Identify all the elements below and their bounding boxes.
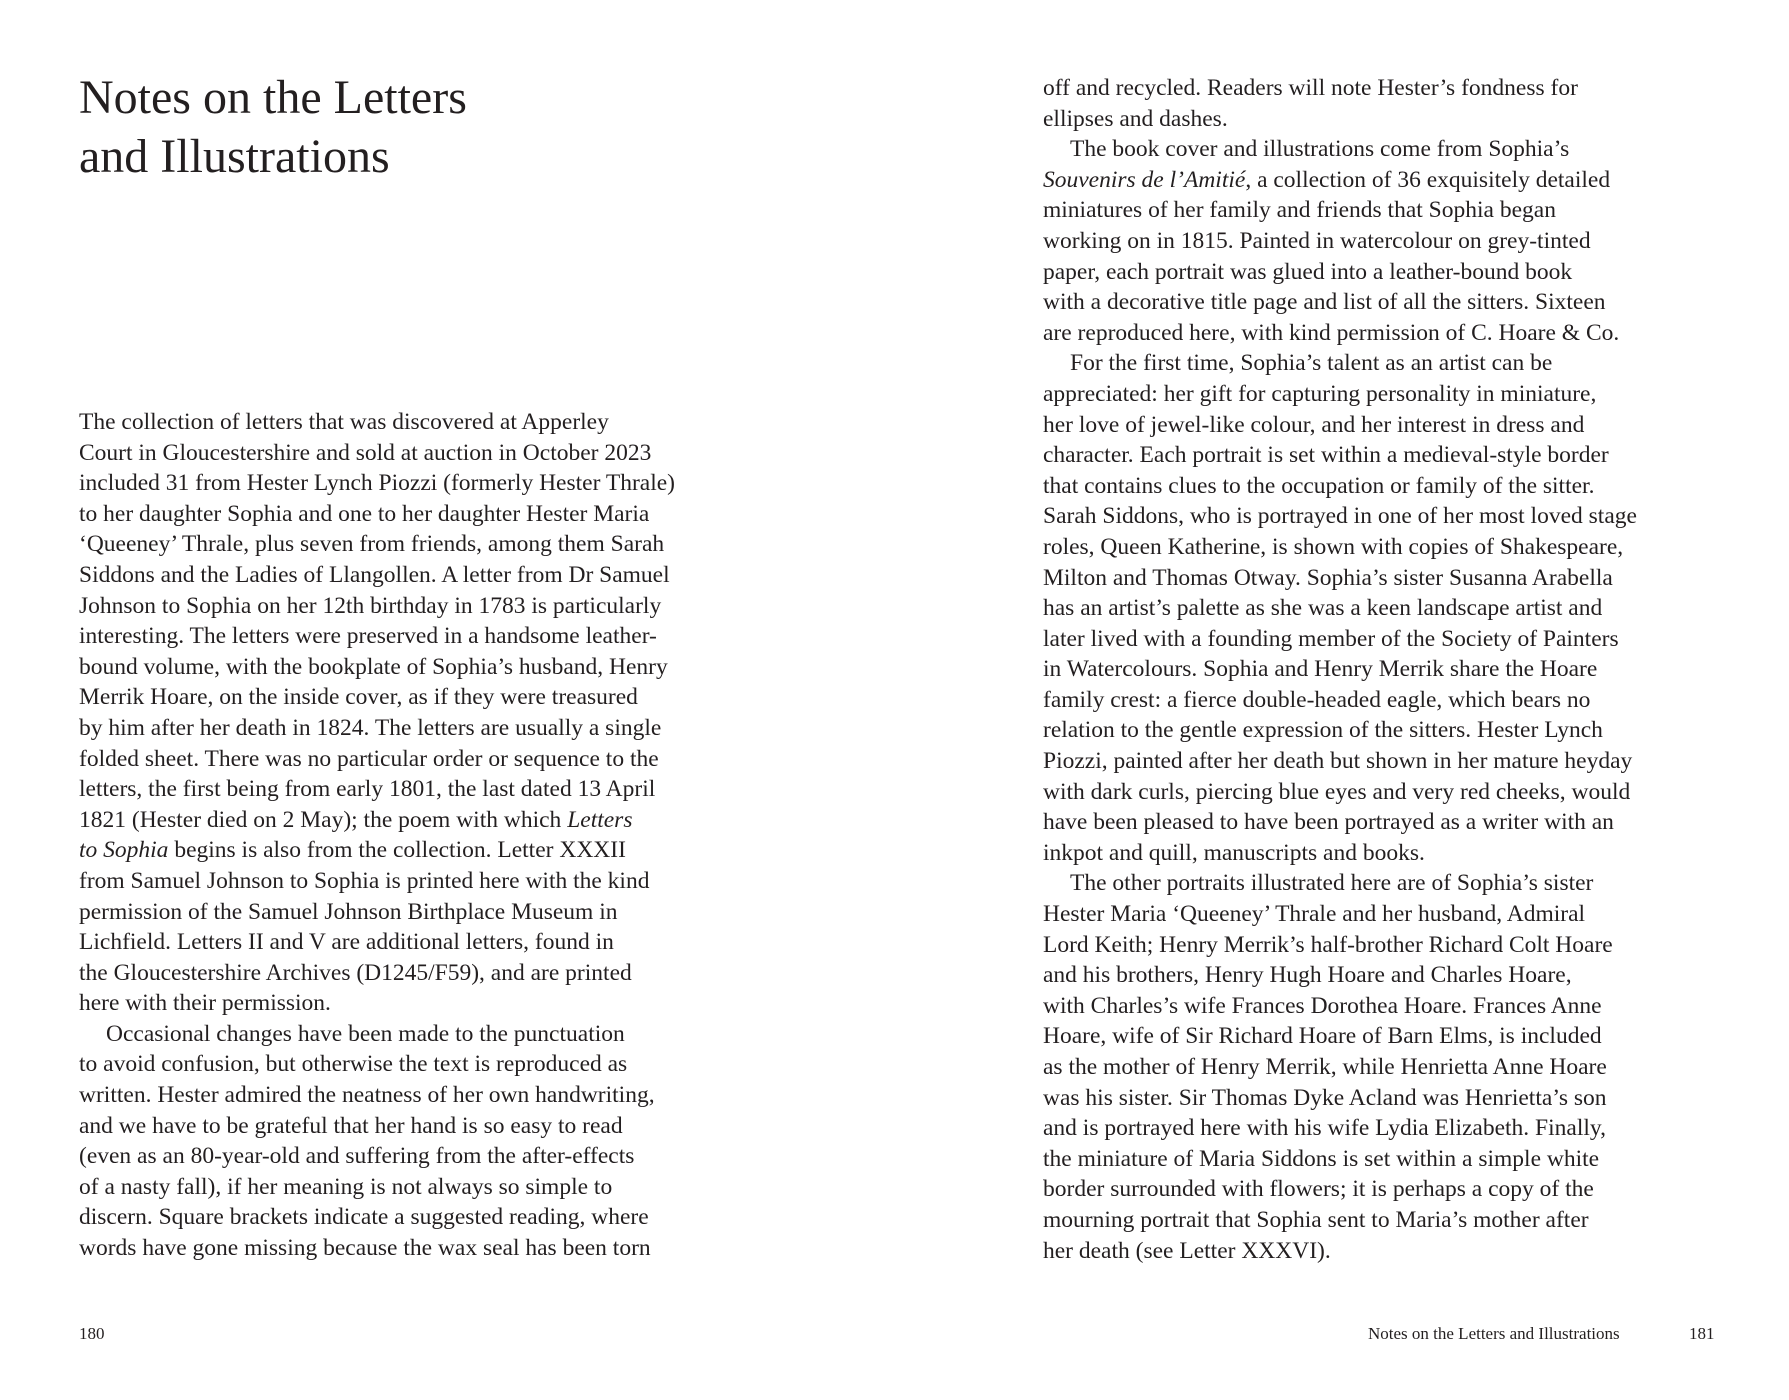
italic-title-text: Letters — [567, 806, 633, 833]
text-segment: has an artist’s palette as she was a keen landscape artist and — [1043, 595, 1603, 622]
text-segment: 1821 (Hester died on 2 May); the poem with which — [79, 806, 568, 833]
text-line — [1043, 104, 1763, 135]
text-segment: her love of jewel-like colour, and her interest in dress and — [1043, 411, 1585, 438]
chapter-title — [79, 68, 779, 186]
text-segment: inkpot and quill, manuscripts and books. — [1043, 839, 1425, 866]
text-segment: as the mother of Henry Merrik, while Henrietta Anne Hoare — [1043, 1054, 1607, 1080]
text-segment: ellipses and dashes. — [1043, 105, 1228, 132]
text-line — [1043, 134, 1763, 165]
text-segment: with Charles’s wife Frances Dorothea Hoare. Frances Anne — [1043, 992, 1602, 1019]
text-segment: here with their permission. — [79, 990, 331, 1017]
text-line — [1043, 287, 1763, 318]
text-segment: family crest: a fierce double-headed eagle, which bears no — [1043, 686, 1591, 713]
text-line — [1043, 195, 1763, 226]
text-segment: later lived with a founding member of the Society of Painters — [1043, 625, 1619, 652]
text-line — [1043, 73, 1763, 104]
text-line — [79, 407, 779, 438]
text-line — [79, 835, 779, 866]
text-segment: (even as an 80-year-old and suffering from the after-effects — [79, 1143, 635, 1170]
text-segment: and is portrayed here with his wife Lydia Elizabeth. Finally, — [1043, 1115, 1606, 1142]
text-line — [1043, 930, 1763, 961]
text-line — [1043, 1083, 1763, 1114]
text-line — [79, 1049, 779, 1080]
text-line — [1043, 1113, 1763, 1144]
text-line — [79, 468, 779, 499]
text-segment: bound volume, with the bookplate of Sophia’s husband, Henry — [79, 653, 668, 680]
text-segment: Occasional changes have been made to the punctuation — [106, 1020, 625, 1047]
text-segment: folded sheet. There was no particular order or sequence to the — [79, 745, 659, 772]
text-segment: permission of the Samuel Johnson Birthplace Museum in — [79, 898, 618, 925]
text-segment: miniatures of her family and friends that Sophia began — [1043, 197, 1556, 224]
text-line — [79, 713, 779, 744]
text-segment: to her daughter Sophia and one to her daughter Hester Maria — [79, 500, 650, 527]
text-segment: words have gone missing because the wax seal has been torn — [79, 1235, 651, 1262]
page-number-left: 180 — [79, 1324, 105, 1343]
text-segment: that contains clues to the occupation or family of the sitter. — [1043, 472, 1595, 499]
text-line — [1043, 960, 1763, 991]
left-body-text — [79, 407, 779, 1264]
text-line — [1043, 471, 1763, 502]
text-segment: and his brothers, Henry Hugh Hoare and Charles Hoare, — [1043, 962, 1572, 989]
text-line — [1043, 226, 1763, 257]
text-line — [1043, 318, 1763, 349]
text-line — [79, 652, 779, 683]
text-line — [1043, 1052, 1763, 1083]
text-segment: appreciated: her gift for capturing personality in miniature, — [1043, 380, 1597, 407]
text-line — [1043, 563, 1763, 594]
text-line — [1043, 1144, 1763, 1175]
text-segment: Sarah Siddons, who is portrayed in one of her most loved stage — [1043, 503, 1637, 530]
text-segment: Lord Keith; Henry Merrik’s half-brother Richard Colt Hoare — [1043, 931, 1613, 958]
text-line — [1043, 746, 1763, 777]
text-line — [79, 438, 779, 469]
text-segment: was his sister. Sir Thomas Dyke Acland was Henrietta’s son — [1043, 1084, 1607, 1111]
text-segment: the Gloucestershire Archives (D1245/F59), and are printed — [79, 959, 632, 986]
text-line — [79, 560, 779, 591]
text-line — [1043, 715, 1763, 746]
text-segment: Hoare, wife of Sir Richard Hoare of Barn Elms, is included — [1043, 1023, 1602, 1050]
text-line — [79, 682, 779, 713]
text-segment: mourning portrait that Sophia sent to Maria’s mother after — [1043, 1206, 1589, 1233]
text-segment: For the first time, Sophia’s talent as an artist can be — [1070, 350, 1553, 377]
text-segment: in Watercolours. Sophia and Henry Merrik share the Hoare — [1043, 656, 1598, 683]
text-segment: by him after her death in 1824. The letters are usually a single — [79, 714, 662, 741]
text-line — [79, 1019, 779, 1050]
text-segment: letters, the first being from early 1801, the last dated 13 April — [79, 776, 656, 803]
text-segment: Johnson to Sophia on her 12th birthday in 1783 is particularly — [79, 592, 662, 619]
text-line — [79, 988, 779, 1019]
text-line — [79, 1233, 779, 1264]
text-line — [1043, 624, 1763, 655]
text-line — [1043, 1236, 1763, 1267]
text-line — [79, 897, 779, 928]
text-segment: included 31 from Hester Lynch Piozzi (formerly Hester Thrale) — [79, 470, 676, 497]
text-segment: character. Each portrait is set within a medieval-style border — [1043, 442, 1609, 469]
text-line — [1043, 777, 1763, 808]
text-line — [79, 591, 779, 622]
text-line — [79, 1141, 779, 1172]
text-line — [1043, 838, 1763, 869]
right-body-text — [1043, 73, 1763, 1266]
text-segment: interesting. The letters were preserved in a handsome leather- — [79, 623, 657, 650]
text-line — [1043, 410, 1763, 441]
text-segment: The book cover and illustrations come from Sophia’s — [1070, 136, 1570, 163]
text-line — [79, 805, 779, 836]
text-segment: paper, each portrait was glued into a leather-bound book — [1043, 258, 1573, 285]
text-line — [79, 1111, 779, 1142]
text-segment: with dark curls, piercing blue eyes and very red cheeks, would — [1043, 778, 1631, 805]
text-line — [79, 958, 779, 989]
chapter-title-line-2: and Illustrations — [79, 130, 390, 183]
text-segment: Hester Maria ‘Queeney’ Thrale and her husband, Admiral — [1043, 901, 1586, 928]
text-line — [79, 1202, 779, 1233]
text-segment: relation to the gentle expression of the sitters. Hester Lynch — [1043, 717, 1603, 744]
text-line — [1043, 593, 1763, 624]
text-segment: ‘Queeney’ Thrale, plus seven from friends, among them Sarah — [79, 531, 665, 558]
text-line — [1043, 1205, 1763, 1236]
left-page — [0, 0, 894, 1400]
text-line — [1043, 899, 1763, 930]
text-line — [1043, 257, 1763, 288]
text-line — [79, 621, 779, 652]
text-line — [1043, 501, 1763, 532]
text-segment: discern. Square brackets indicate a suggested reading, where — [79, 1204, 649, 1231]
text-segment: Court in Gloucestershire and sold at auction in October 2023 — [79, 439, 652, 466]
text-line — [1043, 532, 1763, 563]
text-line — [1043, 379, 1763, 410]
text-line — [1043, 685, 1763, 716]
text-segment: The other portraits illustrated here are of Sophia’s sister — [1070, 870, 1594, 897]
text-segment: of a nasty fall), if her meaning is not always so simple to — [79, 1173, 613, 1200]
text-line — [79, 1080, 779, 1111]
text-segment: the miniature of Maria Siddons is set within a simple white — [1043, 1145, 1600, 1172]
page-number-right: 181 — [1689, 1324, 1715, 1343]
text-line — [79, 1172, 779, 1203]
text-segment: roles, Queen Katherine, is shown with copies of Shakespeare, — [1043, 533, 1624, 560]
text-segment: begins is also from the collection. Letter XXXII — [168, 837, 626, 864]
text-line — [79, 499, 779, 530]
text-segment: her death (see Letter XXXVI). — [1043, 1237, 1331, 1264]
text-line — [1043, 1174, 1763, 1205]
text-line — [1043, 440, 1763, 471]
text-line — [1043, 348, 1763, 379]
text-segment: border surrounded with flowers; it is perhaps a copy of the — [1043, 1176, 1594, 1203]
text-line — [79, 529, 779, 560]
text-segment: Merrik Hoare, on the inside cover, as if they were treasured — [79, 684, 638, 711]
running-head: Notes on the Letters and Illustrations — [1368, 1324, 1620, 1343]
chapter-title-line-1: Notes on the Letters — [79, 71, 467, 124]
text-segment: have been pleased to have been portrayed as a writer with an — [1043, 809, 1614, 836]
text-segment: Milton and Thomas Otway. Sophia’s sister Susanna Arabella — [1043, 564, 1613, 591]
text-line — [1043, 807, 1763, 838]
text-line — [79, 866, 779, 897]
text-segment: The collection of letters that was discovered at Apperley — [79, 409, 609, 435]
italic-title-text: Souvenirs de l’Amitié — [1043, 166, 1246, 193]
text-segment: off and recycled. Readers will note Hester’s fondness for — [1043, 75, 1578, 101]
text-segment: , a collection of 36 exquisitely detailed — [1245, 166, 1611, 193]
text-line — [1043, 1021, 1763, 1052]
text-segment: Lichfield. Letters II and V are additional letters, found in — [79, 929, 614, 956]
text-line — [79, 744, 779, 775]
text-segment: to avoid confusion, but otherwise the text is reproduced as — [79, 1051, 628, 1078]
text-segment: from Samuel Johnson to Sophia is printed here with the kind — [79, 867, 650, 894]
text-segment: Piozzi, painted after her death but shown in her mature heyday — [1043, 748, 1633, 775]
text-line — [1043, 654, 1763, 685]
text-line — [1043, 991, 1763, 1022]
text-line — [79, 774, 779, 805]
text-line — [79, 927, 779, 958]
text-line — [1043, 868, 1763, 899]
text-segment: written. Hester admired the neatness of her own handwriting, — [79, 1082, 655, 1109]
italic-title-text: to Sophia — [79, 837, 169, 864]
text-segment: Siddons and the Ladies of Llangollen. A letter from Dr Samuel — [79, 561, 670, 588]
text-line — [1043, 165, 1763, 196]
text-segment: and we have to be grateful that her hand is so easy to read — [79, 1112, 623, 1139]
text-segment: are reproduced here, with kind permission of C. Hoare & Co. — [1043, 319, 1620, 346]
text-segment: with a decorative title page and list of all the sitters. Sixteen — [1043, 289, 1606, 316]
text-segment: working on in 1815. Painted in watercolour on grey-tinted — [1043, 227, 1591, 254]
